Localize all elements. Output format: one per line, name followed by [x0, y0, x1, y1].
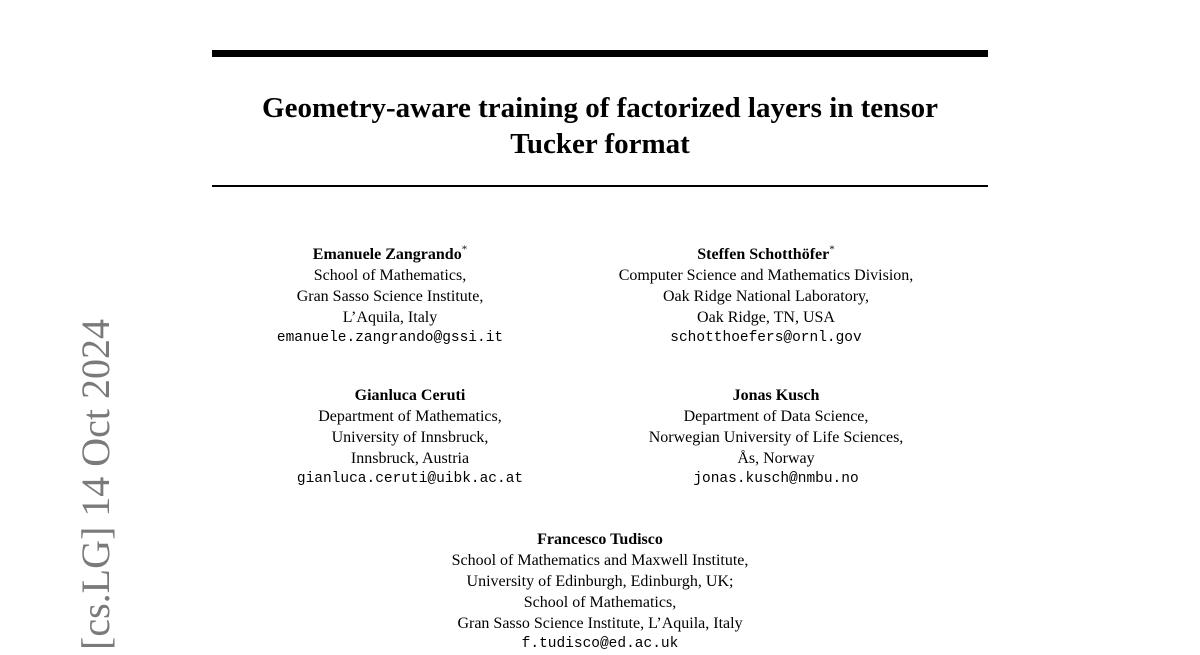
author-email[interactable]: schotthoefers@ornl.gov [670, 330, 862, 346]
author-email[interactable]: gianluca.ceruti@uibk.ac.at [296, 471, 524, 487]
affiliation-line: L’Aquila, Italy [342, 309, 438, 326]
author-name: Emanuele Zangrando [312, 246, 462, 263]
author-name: Gianluca Ceruti [354, 387, 466, 404]
author-block [230, 385, 590, 490]
affiliation-line: Norwegian University of Life Sciences, [648, 429, 904, 446]
affiliation-line: University of Edinburgh, Edinburgh, UK; [466, 573, 734, 590]
affiliation-line: Computer Science and Mathematics Division, [618, 267, 914, 284]
affiliation-line: School of Mathematics, [313, 267, 467, 284]
affiliation-line: Oak Ridge, TN, USA [697, 309, 835, 326]
equal-contribution-mark: * [829, 243, 835, 256]
author-block [230, 244, 550, 349]
title-line-1: Geometry-aware training of factorized layers in tensor [262, 92, 938, 124]
affiliation-line: Innsbruck, Austria [350, 450, 470, 467]
affiliation-line: School of Mathematics, [523, 594, 677, 611]
author-name: Jonas Kusch [732, 387, 820, 404]
author-block [380, 529, 820, 655]
author-email[interactable]: f.tudisco@ed.ac.uk [521, 636, 679, 652]
author-name: Francesco Tudisco [537, 531, 663, 548]
paper-title [212, 90, 988, 162]
affiliation-line: Department of Data Science, [683, 408, 869, 425]
title-line-2: Tucker format [510, 128, 690, 160]
affiliation-line: Department of Mathematics, [318, 408, 502, 425]
author-block [566, 385, 986, 490]
author-block [566, 244, 966, 349]
author-email[interactable]: emanuele.zangrando@gssi.it [276, 330, 504, 346]
affiliation-line: Ås, Norway [737, 450, 815, 467]
affiliation-line: Gran Sasso Science Institute, [296, 288, 484, 305]
equal-contribution-mark: * [461, 243, 468, 256]
affiliation-line: School of Mathematics and Maxwell Institute, [451, 552, 749, 569]
affiliation-line: Oak Ridge National Laboratory, [662, 288, 869, 305]
arxiv-stamp: [cs.LG] 14 Oct 2024 [73, 318, 118, 650]
affiliation-line: Gran Sasso Science Institute, L’Aquila, Italy [457, 615, 743, 632]
author-email[interactable]: jonas.kusch@nmbu.no [693, 471, 859, 487]
affiliation-line: University of Innsbruck, [331, 429, 489, 446]
author-name: Steffen Schotthöfer [697, 246, 830, 263]
bottom-rule [212, 185, 988, 187]
top-rule [212, 50, 988, 57]
